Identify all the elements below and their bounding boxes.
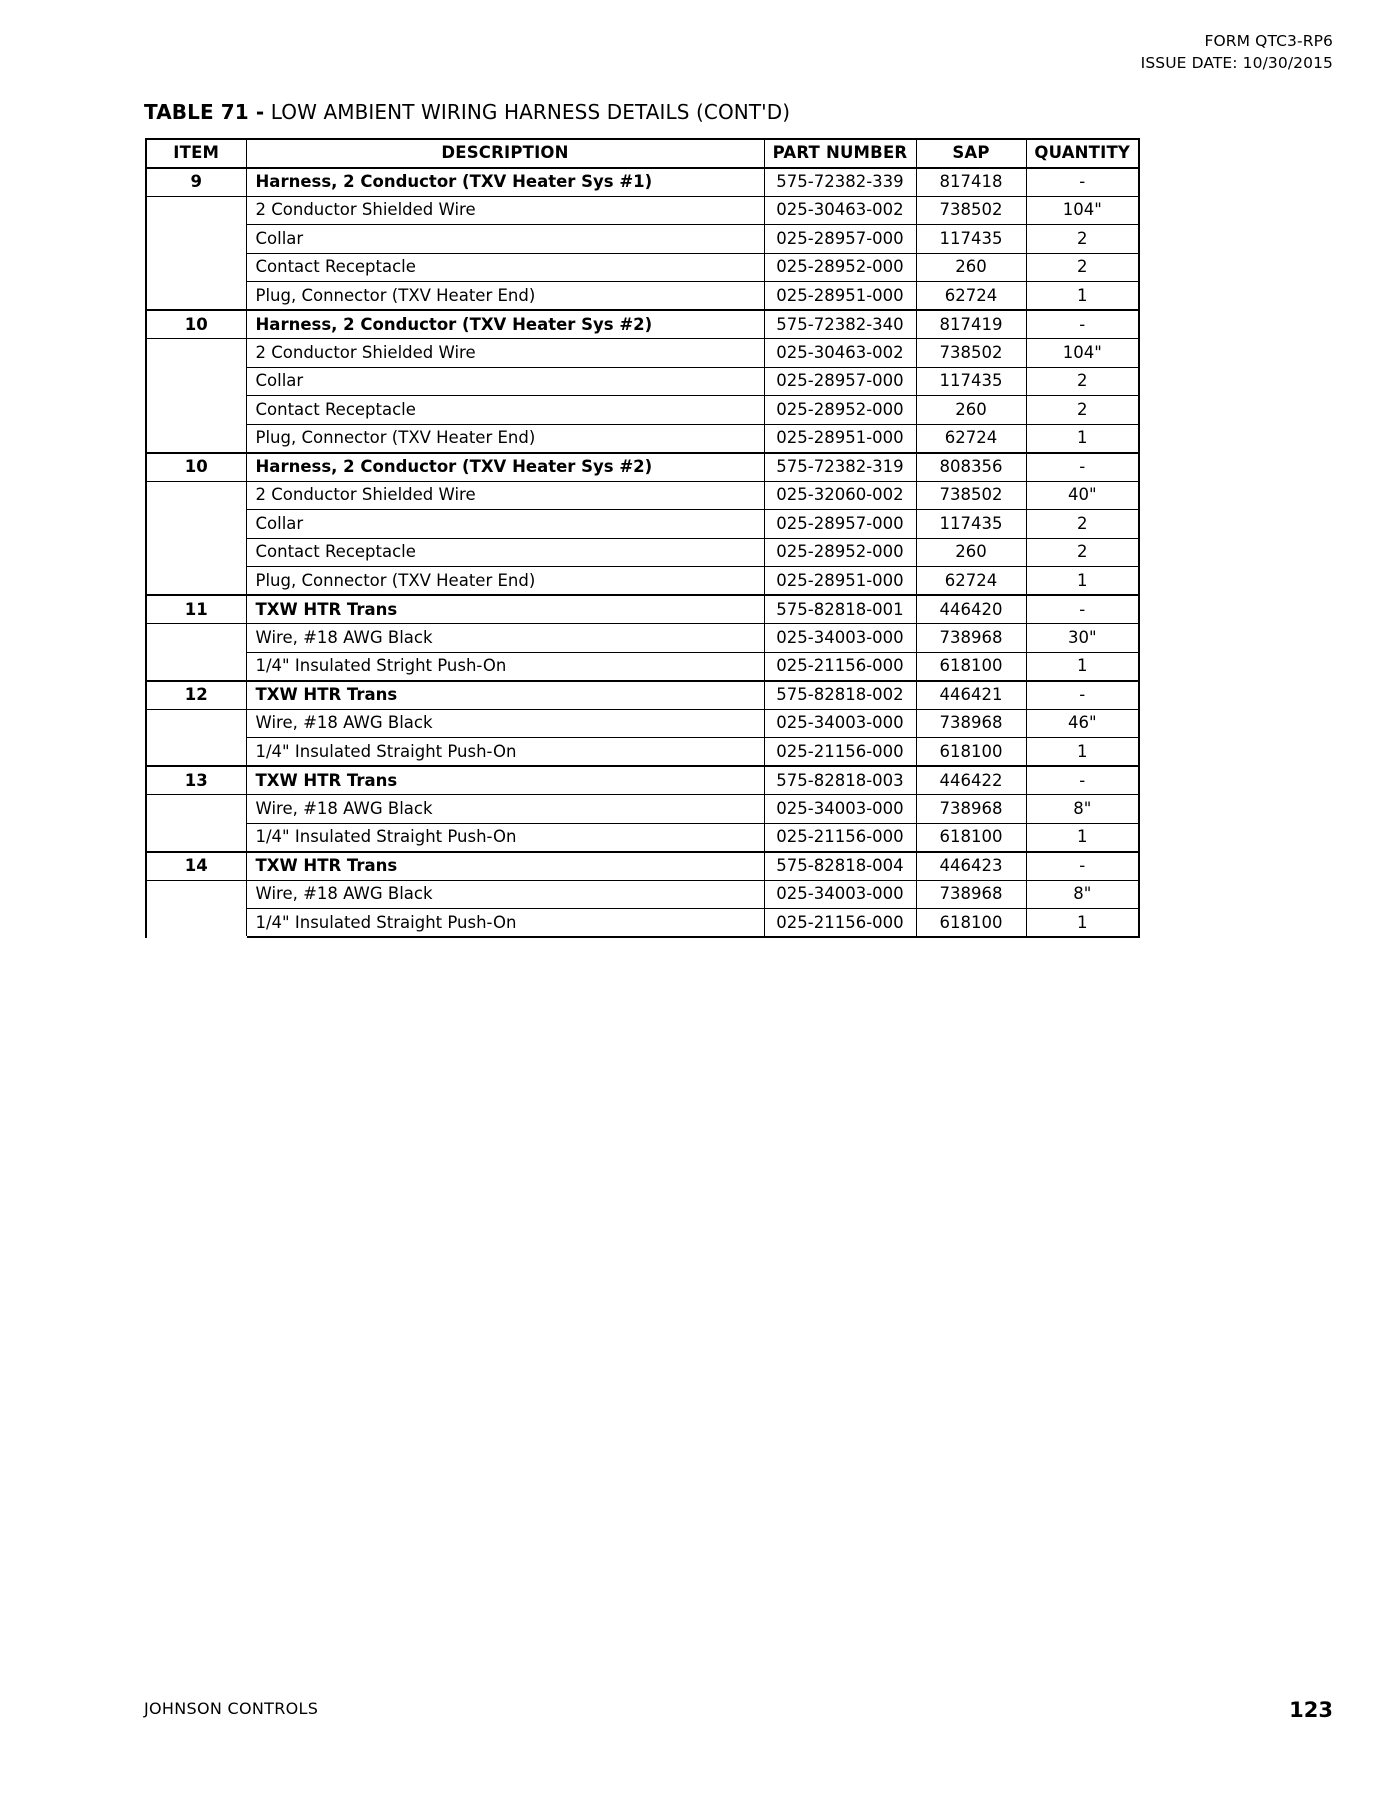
cell-part-number: 025-28952-000	[764, 538, 916, 567]
cell-sap: 446420	[916, 595, 1026, 624]
cell-sap: 117435	[916, 510, 1026, 539]
cell-sap: 738502	[916, 196, 1026, 225]
cell-item: 9	[146, 168, 246, 197]
table-row	[146, 282, 1139, 311]
cell-quantity: 2	[1026, 225, 1139, 254]
column-header-sap: SAP	[916, 139, 1026, 168]
table-body	[146, 168, 1139, 938]
cell-part-number: 025-28952-000	[764, 253, 916, 282]
cell-part-number: 025-28951-000	[764, 567, 916, 596]
table-row	[146, 310, 1139, 339]
cell-sap: 618100	[916, 652, 1026, 681]
table-row	[146, 253, 1139, 282]
cell-part-number: 025-34003-000	[764, 795, 916, 824]
footer-company: JOHNSON CONTROLS	[144, 1699, 319, 1718]
cell-quantity: 2	[1026, 253, 1139, 282]
cell-part-number: 025-32060-002	[764, 481, 916, 510]
cell-description: TXW HTR Trans	[246, 681, 764, 710]
cell-part-number: 025-34003-000	[764, 880, 916, 909]
cell-description: Collar	[246, 367, 764, 396]
table-row	[146, 481, 1139, 510]
table-row	[146, 709, 1139, 738]
table-row	[146, 624, 1139, 653]
cell-description: 2 Conductor Shielded Wire	[246, 339, 764, 368]
cell-quantity: 1	[1026, 738, 1139, 767]
parts-table	[145, 138, 1140, 938]
table-row	[146, 538, 1139, 567]
cell-part-number: 025-30463-002	[764, 339, 916, 368]
cell-part-number: 025-28957-000	[764, 367, 916, 396]
cell-item	[146, 709, 246, 738]
cell-description: TXW HTR Trans	[246, 852, 764, 881]
table-row	[146, 367, 1139, 396]
column-header-item: ITEM	[146, 139, 246, 168]
cell-sap: 446423	[916, 852, 1026, 881]
cell-description: Plug, Connector (TXV Heater End)	[246, 282, 764, 311]
column-header-quantity: QUANTITY	[1026, 139, 1139, 168]
cell-sap: 817419	[916, 310, 1026, 339]
cell-item: 10	[146, 310, 246, 339]
cell-item	[146, 510, 246, 539]
cell-item	[146, 567, 246, 596]
cell-sap: 62724	[916, 282, 1026, 311]
cell-description: 1/4" Insulated Straight Push-On	[246, 738, 764, 767]
cell-item	[146, 738, 246, 767]
cell-quantity: 1	[1026, 282, 1139, 311]
column-header-description: DESCRIPTION	[246, 139, 764, 168]
cell-description: Wire, #18 AWG Black	[246, 880, 764, 909]
table-row	[146, 852, 1139, 881]
cell-sap: 738502	[916, 481, 1026, 510]
cell-sap: 618100	[916, 823, 1026, 852]
cell-part-number: 575-82818-004	[764, 852, 916, 881]
cell-item: 12	[146, 681, 246, 710]
cell-description: Harness, 2 Conductor (TXV Heater Sys #2)	[246, 310, 764, 339]
document-header	[1141, 30, 1333, 75]
table-row	[146, 766, 1139, 795]
cell-description: Collar	[246, 225, 764, 254]
cell-description: Plug, Connector (TXV Heater End)	[246, 424, 764, 453]
cell-quantity: 1	[1026, 424, 1139, 453]
cell-description: Wire, #18 AWG Black	[246, 795, 764, 824]
cell-item	[146, 424, 246, 453]
cell-description: Contact Receptacle	[246, 253, 764, 282]
table-row	[146, 738, 1139, 767]
table-header	[146, 139, 1139, 168]
cell-description: 1/4" Insulated Straight Push-On	[246, 823, 764, 852]
cell-sap: 738502	[916, 339, 1026, 368]
cell-sap: 260	[916, 538, 1026, 567]
cell-quantity: -	[1026, 595, 1139, 624]
cell-description: 1/4" Insulated Stright Push-On	[246, 652, 764, 681]
cell-item	[146, 367, 246, 396]
issue-date: ISSUE DATE: 10/30/2015	[1140, 54, 1333, 73]
cell-part-number: 025-28951-000	[764, 282, 916, 311]
cell-item	[146, 795, 246, 824]
cell-part-number: 575-72382-319	[764, 453, 916, 482]
cell-description: 2 Conductor Shielded Wire	[246, 481, 764, 510]
cell-sap: 117435	[916, 367, 1026, 396]
table-row	[146, 880, 1139, 909]
cell-quantity: -	[1026, 852, 1139, 881]
cell-sap: 446421	[916, 681, 1026, 710]
cell-item	[146, 823, 246, 852]
cell-item	[146, 282, 246, 311]
cell-description: Wire, #18 AWG Black	[246, 624, 764, 653]
cell-sap: 817418	[916, 168, 1026, 197]
cell-part-number: 575-82818-001	[764, 595, 916, 624]
cell-item	[146, 339, 246, 368]
cell-part-number: 025-28952-000	[764, 396, 916, 425]
table-title	[144, 100, 790, 124]
table-row	[146, 168, 1139, 197]
cell-quantity: 30"	[1026, 624, 1139, 653]
cell-quantity: 1	[1026, 909, 1139, 938]
cell-quantity: 1	[1026, 567, 1139, 596]
cell-quantity: 2	[1026, 396, 1139, 425]
cell-item	[146, 909, 246, 938]
cell-part-number: 025-28951-000	[764, 424, 916, 453]
cell-part-number: 025-28957-000	[764, 225, 916, 254]
cell-quantity: 104"	[1026, 339, 1139, 368]
cell-part-number: 025-21156-000	[764, 652, 916, 681]
cell-part-number: 575-72382-339	[764, 168, 916, 197]
cell-description: Contact Receptacle	[246, 396, 764, 425]
cell-description: Harness, 2 Conductor (TXV Heater Sys #1)	[246, 168, 764, 197]
footer-page-number: 123	[1289, 1698, 1333, 1722]
cell-item: 10	[146, 453, 246, 482]
cell-sap: 618100	[916, 738, 1026, 767]
table-row	[146, 909, 1139, 938]
table-row	[146, 510, 1139, 539]
cell-item	[146, 652, 246, 681]
cell-description: TXW HTR Trans	[246, 766, 764, 795]
table-row	[146, 652, 1139, 681]
table-row	[146, 339, 1139, 368]
table-title-text: LOW AMBIENT WIRING HARNESS DETAILS (CONT'D)	[264, 100, 791, 124]
cell-item	[146, 225, 246, 254]
cell-quantity: -	[1026, 681, 1139, 710]
cell-quantity: 1	[1026, 652, 1139, 681]
table-row	[146, 196, 1139, 225]
cell-quantity: 1	[1026, 823, 1139, 852]
cell-quantity: 104"	[1026, 196, 1139, 225]
cell-item	[146, 624, 246, 653]
column-header-part-number: PART NUMBER	[764, 139, 916, 168]
cell-sap: 62724	[916, 567, 1026, 596]
cell-description: Contact Receptacle	[246, 538, 764, 567]
cell-item	[146, 481, 246, 510]
table-row	[146, 396, 1139, 425]
table-row	[146, 595, 1139, 624]
cell-item: 14	[146, 852, 246, 881]
cell-quantity: 2	[1026, 538, 1139, 567]
cell-quantity: 2	[1026, 510, 1139, 539]
cell-description: 2 Conductor Shielded Wire	[246, 196, 764, 225]
cell-item	[146, 396, 246, 425]
cell-quantity: 46"	[1026, 709, 1139, 738]
cell-part-number: 025-21156-000	[764, 909, 916, 938]
cell-sap: 260	[916, 396, 1026, 425]
cell-description: Wire, #18 AWG Black	[246, 709, 764, 738]
cell-sap: 62724	[916, 424, 1026, 453]
cell-quantity: -	[1026, 453, 1139, 482]
cell-sap: 808356	[916, 453, 1026, 482]
table-row	[146, 225, 1139, 254]
cell-quantity: -	[1026, 310, 1139, 339]
cell-description: Collar	[246, 510, 764, 539]
cell-sap: 738968	[916, 709, 1026, 738]
table-row	[146, 795, 1139, 824]
table-row	[146, 823, 1139, 852]
table-row	[146, 453, 1139, 482]
cell-sap: 738968	[916, 795, 1026, 824]
cell-part-number: 025-28957-000	[764, 510, 916, 539]
form-number: FORM QTC3-RP6	[1204, 32, 1333, 50]
cell-sap: 738968	[916, 624, 1026, 653]
cell-part-number: 025-34003-000	[764, 624, 916, 653]
cell-sap: 117435	[916, 225, 1026, 254]
cell-part-number: 575-82818-003	[764, 766, 916, 795]
cell-quantity: 2	[1026, 367, 1139, 396]
cell-item	[146, 196, 246, 225]
table-title-label: TABLE 71 -	[144, 100, 265, 124]
cell-sap: 260	[916, 253, 1026, 282]
cell-sap: 738968	[916, 880, 1026, 909]
cell-description: 1/4" Insulated Straight Push-On	[246, 909, 764, 938]
table-header-row	[146, 139, 1139, 168]
cell-part-number: 575-72382-340	[764, 310, 916, 339]
table-row	[146, 567, 1139, 596]
cell-item: 11	[146, 595, 246, 624]
cell-sap: 446422	[916, 766, 1026, 795]
table-row	[146, 424, 1139, 453]
cell-part-number: 025-21156-000	[764, 738, 916, 767]
cell-quantity: 8"	[1026, 795, 1139, 824]
table-row	[146, 681, 1139, 710]
cell-quantity: -	[1026, 168, 1139, 197]
cell-item	[146, 880, 246, 909]
cell-quantity: -	[1026, 766, 1139, 795]
cell-description: Plug, Connector (TXV Heater End)	[246, 567, 764, 596]
cell-sap: 618100	[916, 909, 1026, 938]
cell-quantity: 8"	[1026, 880, 1139, 909]
cell-quantity: 40"	[1026, 481, 1139, 510]
cell-description: Harness, 2 Conductor (TXV Heater Sys #2)	[246, 453, 764, 482]
cell-item	[146, 538, 246, 567]
cell-part-number: 025-34003-000	[764, 709, 916, 738]
cell-description: TXW HTR Trans	[246, 595, 764, 624]
cell-item: 13	[146, 766, 246, 795]
cell-part-number: 025-30463-002	[764, 196, 916, 225]
cell-part-number: 575-82818-002	[764, 681, 916, 710]
cell-part-number: 025-21156-000	[764, 823, 916, 852]
cell-item	[146, 253, 246, 282]
